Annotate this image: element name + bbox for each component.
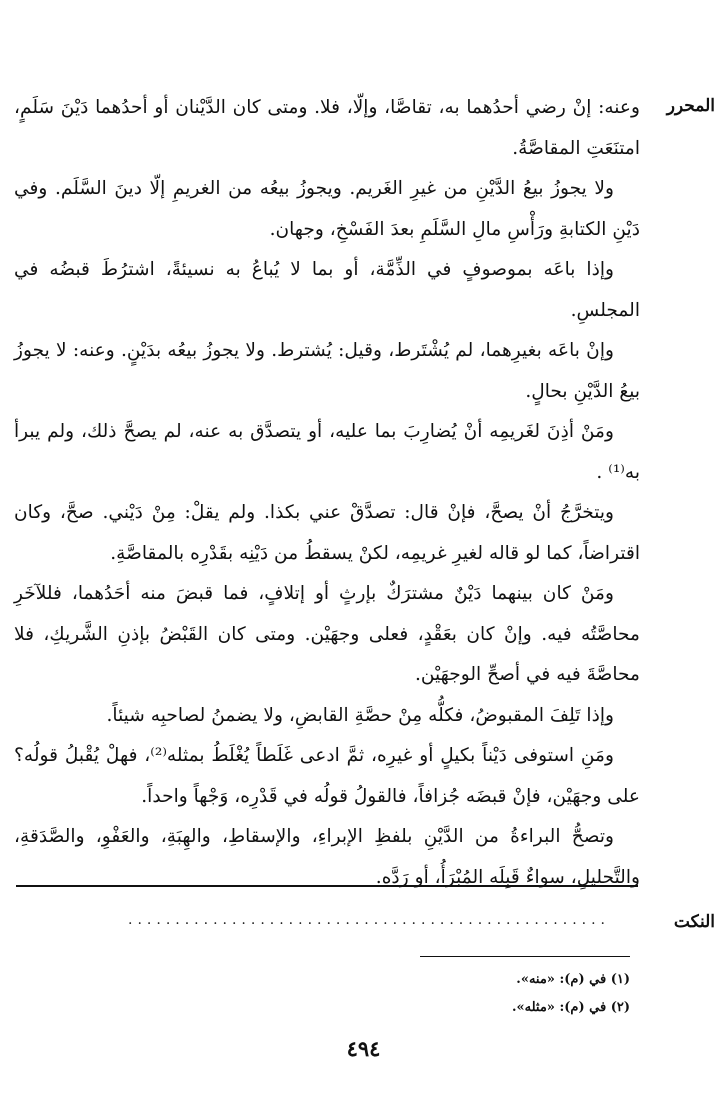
paragraph: ومَنْ كان بينهما دَيْنٌ مشترَكٌ بإرثٍ أو إتلافٍ، فما قبضَ منه أحَدُهما، فللآخَرِ محاصَّتُه فيه. وإنْ كان بعَقْدٍ، فعلى وجهَيْن. ومتى كان القَبْضُ بإذنِ الشَّريكِ، فلا محاصَّةَ فيه في أصحِّ الوجهَيْن. (14, 583, 640, 685)
paragraph: وإنْ باعَه بغيرِهما، لم يُشْتَرط، وقيل: يُشترط. ولا يجوزُ بيعُه بدَيْنٍ. وعنه: لا يجوزُ بيعُ الدَّيْنِ بحالٍ. (14, 340, 640, 402)
nukat-dotted-line: ................................................... (128, 912, 610, 928)
footnote: (١) في (م): «منه». (516, 972, 630, 987)
footnotes (300, 966, 630, 1022)
paragraph: وعنه: إنْ رضي أحدُهما به، تقاصَّا، وإلّا، فلا. ومتى كان الدَّيْنان أو أحدُهما دَيْنَ سَلَمٍ، امتنَعَتِ المقاصَّةُ. (14, 97, 640, 159)
footnote-divider (420, 956, 630, 957)
paragraph: ومَنْ أذِنَ لغَريمِه أنْ يُضارِبَ بما عليه، أو يتصدَّق به عنه، لم يصحَّ ذلك، ولم يبرأ به⁽¹⁾ . (14, 421, 640, 483)
section-divider (16, 885, 638, 887)
margin-label-muharrar: المحرر (666, 96, 715, 116)
paragraph: ويتخرَّجُ أنْ يصحَّ، فإنْ قال: تصدَّقْ عني بكذا. ولم يقلْ: مِنْ دَيْني. صحَّ، وكان اقتراضاً، كما لو قاله لغيرِ غريمِه، لكنْ يسقطُ من دَيْنِه بقَدْرِه بالمقاصَّةِ. (14, 502, 640, 564)
paragraph: وإذا باعَه بموصوفٍ في الذِّمَّة، أو بما لا يُباعُ به نسيئةً، اشترُطَ قبضُه في المجلسِ. (14, 259, 640, 321)
margin-label-nukat: النكت (673, 912, 715, 932)
paragraph: وتصحُّ البراءةُ من الدَّيْنِ بلفظِ الإبراءِ، والإسقاطِ، والهِبَةِ، والعَفْوِ، والصَّدَقةِ، والتَّحليلِ، سواءٌ قَبِلَه المُبْرَأُ، أو رَدَّه. (14, 826, 640, 888)
paragraph: ولا يجوزُ بيعُ الدَّيْنِ من غيرِ الغَريم. ويجوزُ بيعُه من الغريمِ إلّا دينَ السَّلَم. وفي دَيْنِ الكتابةِ ورَأْسِ مالِ السَّلَمِ بعدَ الفَسْخِ، وجهان. (14, 178, 640, 240)
paragraph: ومَنِ استوفى دَيْناً بكيلٍ أو غيرِه، ثمَّ ادعى غَلَطاً يُغْلَطُ بمثله⁽²⁾، فهلْ يُقْبلُ قولُه؟ على وجهَيْن، فإنْ قبضَه جُزافاً، فالقولُ قولُه في قَدْرِه، وَجْهاً واحداً. (14, 745, 640, 807)
paragraph: وإذا تَلِفَ المقبوضُ، فكلُّه مِنْ حصَّةِ القابضِ، ولا يضمنُ لصاحبِه شيئاً. (106, 704, 614, 726)
page-number: ٤٩٤ (346, 1036, 381, 1061)
footnote: (٢) في (م): «مثله». (511, 1000, 630, 1015)
main-text-body (14, 88, 640, 898)
